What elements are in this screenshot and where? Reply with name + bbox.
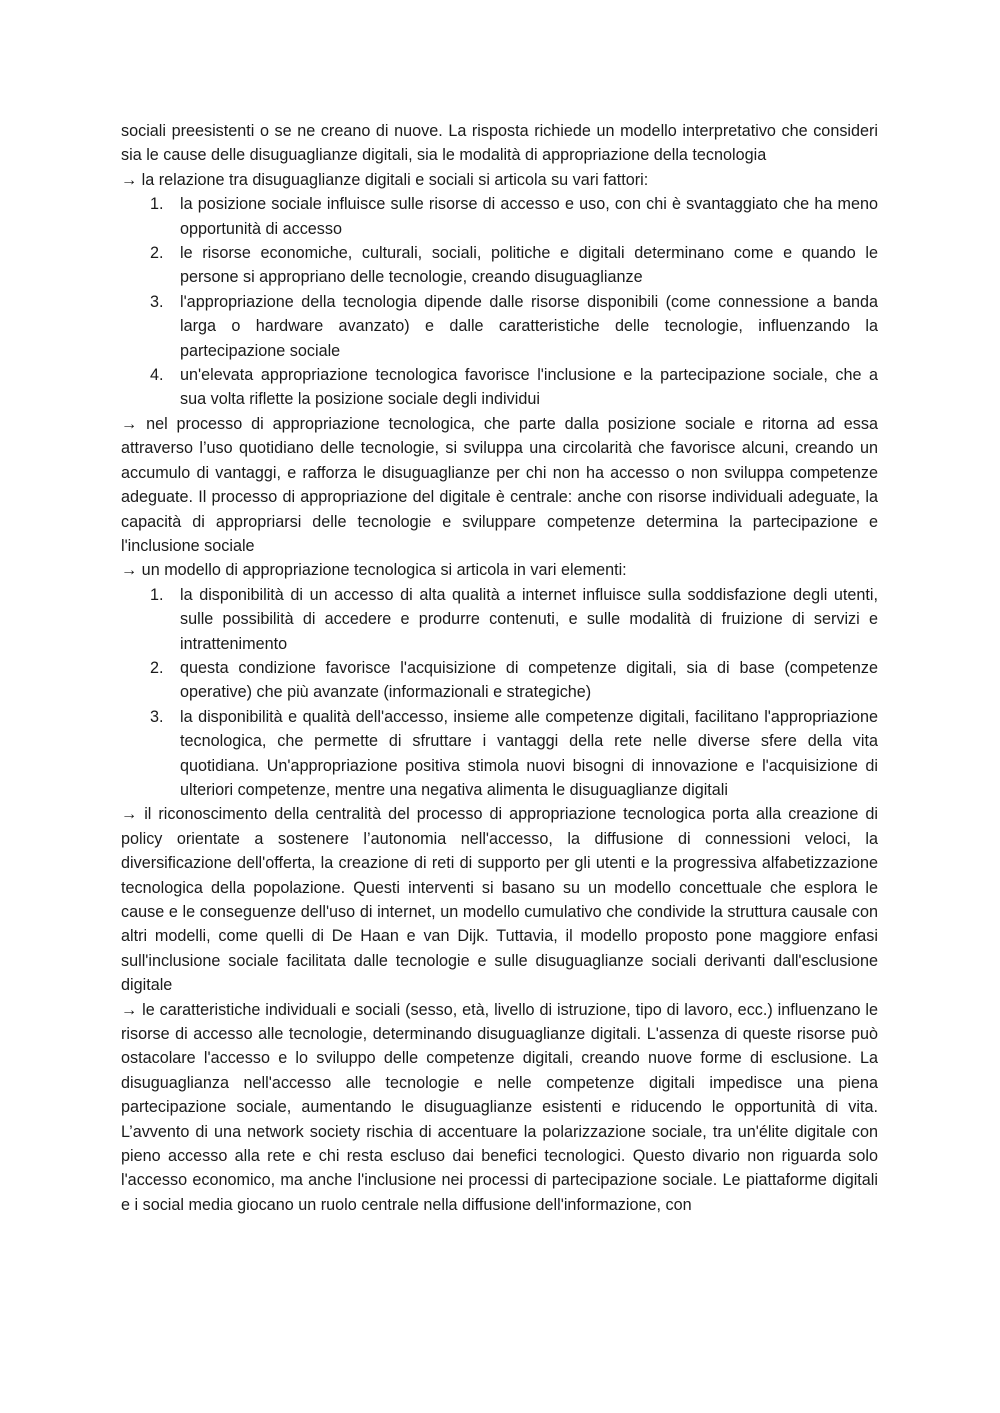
list-item-text: questa condizione favorisce l'acquisizione di competenze digitali, sia di base (competenze operative) che più avanzate (informazionali e strategiche) bbox=[180, 658, 878, 702]
list-item-text: le risorse economiche, culturali, sociali, politiche e digitali determinano come e quando le persone si appropriano delle tecnologie, creando disuguaglianze bbox=[180, 244, 878, 287]
numbered-list bbox=[121, 583, 878, 803]
list-number: 2. bbox=[150, 244, 164, 263]
list-item bbox=[150, 241, 878, 290]
list-item bbox=[150, 363, 878, 412]
paragraph: → nel processo di appropriazione tecnologica, che parte dalla posizione sociale e ritorna ad essa attraverso l’uso quotidiano delle tecnologie, si sviluppa una circolarità che favorisce alcuni, creando un accumulo di vantaggi, e rafforza le disuguaglianze per chi non ha accesso o non sviluppa competenze adeguate. Il processo di appropriazione del digitale è centrale: anche con risorse individuali adeguate, la capacità di appropriarsi delle tecnologie e sviluppare competenze determina la partecipazione e l'inclusione sociale bbox=[121, 414, 878, 555]
list-item bbox=[150, 656, 878, 705]
list-item bbox=[150, 583, 878, 656]
list-item-text: la posizione sociale influisce sulle risorse di accesso e uso, con chi è svantaggiato che ha meno opportunità di accesso bbox=[180, 195, 878, 238]
list-number: 3. bbox=[150, 707, 164, 726]
document-page bbox=[121, 119, 878, 1217]
paragraph: → un modello di appropriazione tecnologica si articola in vari elementi: bbox=[121, 561, 627, 580]
list-number: 1. bbox=[150, 585, 164, 604]
list-number: 2. bbox=[150, 658, 164, 677]
list-number: 1. bbox=[150, 195, 164, 214]
list-number: 4. bbox=[150, 366, 164, 385]
paragraph: → la relazione tra disuguaglianze digitali e sociali si articola su vari fattori: bbox=[121, 170, 649, 189]
list-item-text: la disponibilità di un accesso di alta qualità a internet influisce sulla soddisfazione degli utenti, sulle possibilità di accedere e produrre contenuti, e sulle modalità di fruizione di servizi e intrattenimento bbox=[180, 585, 878, 653]
list-item-text: un'elevata appropriazione tecnologica favorisce l'inclusione e la partecipazione sociale, che a sua volta riflette la posizione sociale degli individui bbox=[180, 366, 878, 409]
list-item bbox=[150, 705, 878, 803]
list-number: 3. bbox=[150, 292, 164, 311]
list-item bbox=[150, 290, 878, 363]
list-item bbox=[150, 192, 878, 241]
paragraph: sociali preesistenti o se ne creano di nuove. La risposta richiede un modello interpretativo che consideri sia le cause delle disuguaglianze digitali, sia le modalità di appropriazione della tecnologia bbox=[121, 122, 878, 165]
numbered-list bbox=[121, 192, 878, 412]
list-item-text: l'appropriazione della tecnologia dipende dalle risorse disponibili (come connessione a banda larga o hardware avanzato) e dalle caratteristiche delle tecnologie, influenzando la partecipazione sociale bbox=[180, 292, 878, 360]
list-item-text: la disponibilità e qualità dell'accesso, insieme alle competenze digitali, facilitano l'appropriazione tecnologica, che permette di sfruttare i vantaggi della rete nelle diverse sfere della vita quotidiana. Un'appropriazione positiva stimola nuovi bisogni di innovazione e l'acquisizione di ulteriori competenze, mentre una negativa alimenta le disuguaglianze digitali bbox=[180, 707, 878, 799]
paragraph: → il riconoscimento della centralità del processo di appropriazione tecnologica porta alla creazione di policy orientate a sostenere l’autonomia nell'accesso, la diffusione di connessioni veloci, la diversificazione dell'offerta, la creazione di reti di supporto per gli utenti e la progressiva alfabetizzazione tecnologica della popolazione. Questi interventi si basano su un modello concettuale che esplora le cause e le conseguenze dell'uso di internet, un modello cumulativo che condivide la struttura causale con altri modelli, come quelli di De Haan e van Dijk. Tuttavia, il modello proposto pone maggiore enfasi sull'inclusione sociale facilitata dalle tecnologie e sulle disuguaglianze sociali derivanti dall'esclusione digitale bbox=[121, 805, 878, 995]
paragraph: → le caratteristiche individuali e sociali (sesso, età, livello di istruzione, tipo di lavoro, ecc.) influenzano le risorse di accesso alle tecnologie, determinando disuguaglianze digitali. L'assenza di queste risorse può ostacolare l'accesso e lo sviluppo delle competenze digitali, creando nuove forme di esclusione. La disuguaglianza nell'accesso alle tecnologie e nelle competenze digitali impedisce una piena partecipazione sociale, aumentando le disuguaglianze esistenti e riducendo le opportunità di vita. L’avvento di una network society rischia di accentuare la polarizzazione sociale, tra un'élite digitale con pieno accesso alla rete e chi resta escluso dai benefici tecnologici. Questo divario non riguarda solo l'accesso economico, ma anche l'inclusione nei processi di partecipazione sociale. Le piattaforme digitali e i social media giocano un ruolo centrale nella diffusione dell'informazione, con bbox=[121, 1000, 878, 1214]
